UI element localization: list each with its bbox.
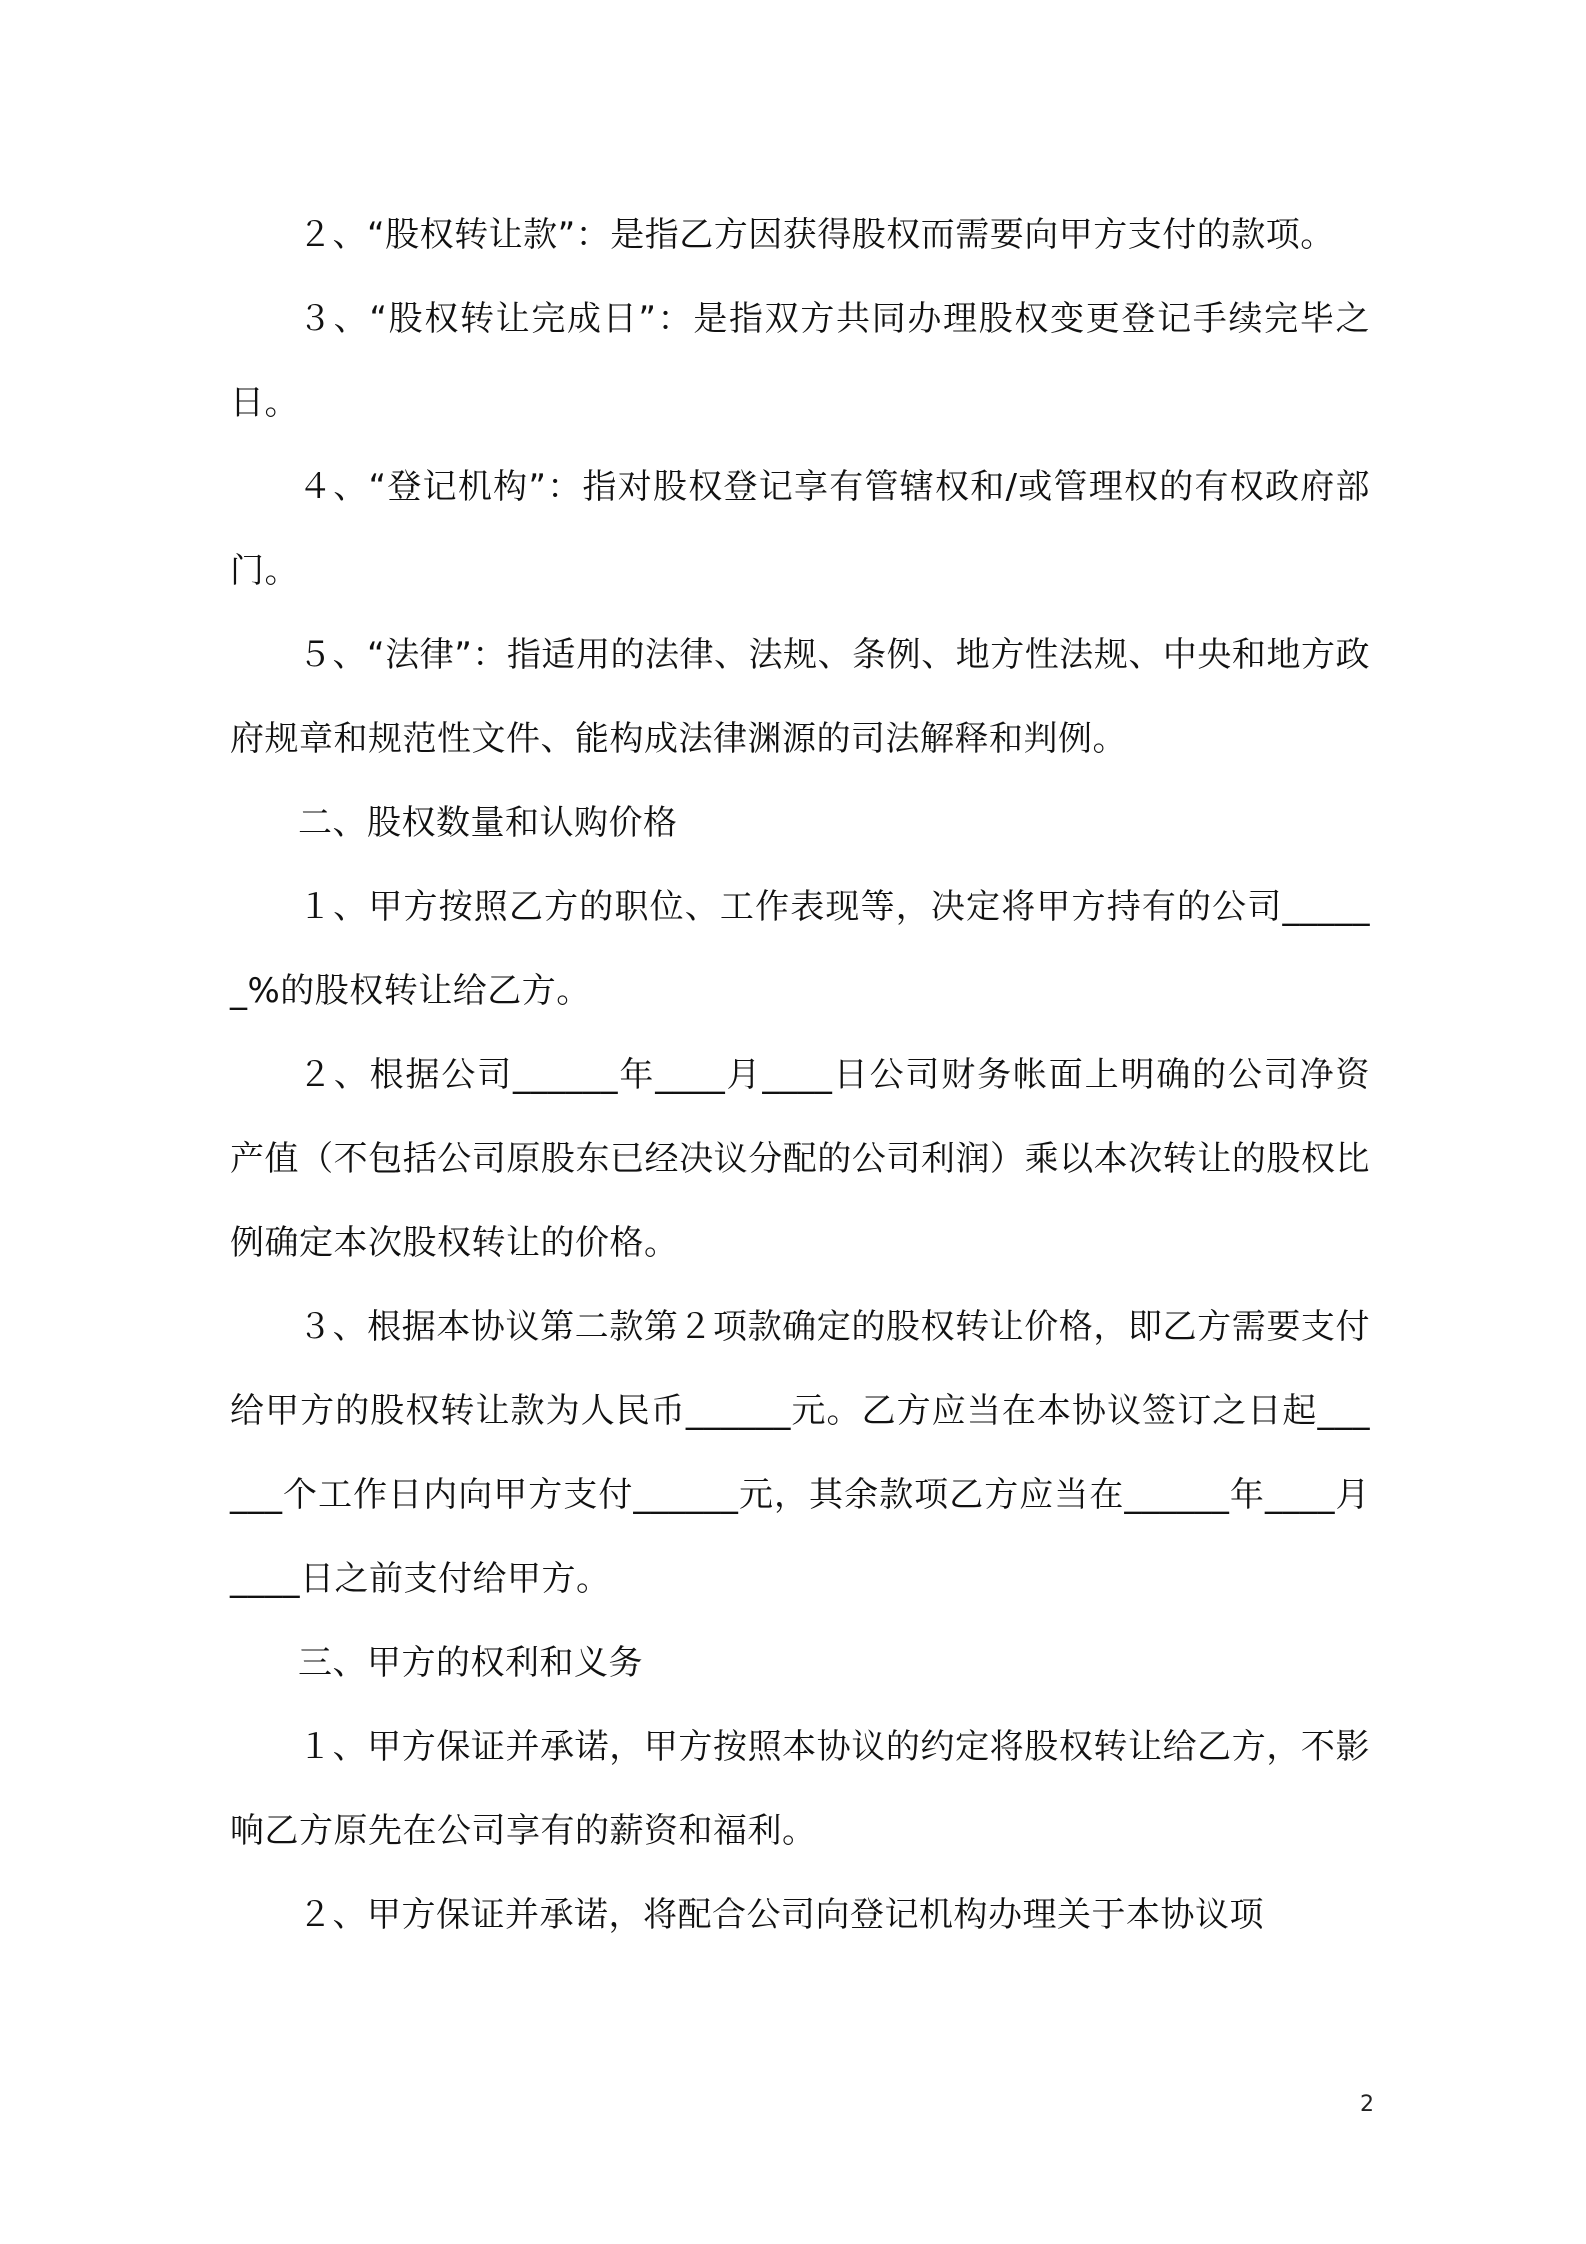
clause-3-transfer-completion-date: ３、“股权转让完成日”：是指双方共同办理股权变更登记手续完毕之日。 [230, 299, 1370, 423]
clause-party-a-guarantee-2: ２、甲方保证并承诺，将配合公司向登记机构办理关于本协议项 [298, 1895, 1264, 1935]
clause-payment-terms: ３、根据本协议第二款第２项款确定的股权转让价格，即乙方需要支付给甲方的股权转让款为人民币______元。乙方应当在本协议签订之日起______个工作日内向甲方支付______元，其余款项乙方应当在______年____月____日之前支付给甲方。 [230, 1307, 1370, 1599]
clause-2-transfer-payment: ２、“股权转让款”：是指乙方因获得股权而需要向甲方支付的款项。 [298, 215, 1335, 255]
clause-price-determination: ２、根据公司______年____月____日公司财务帐面上明确的公司净资产值（不包括公司原股东已经决议分配的公司利润）乘以本次转让的股权比例确定本次股权转让的价格。 [230, 1055, 1370, 1263]
clause-equity-percentage: １、甲方按照乙方的职位、工作表现等，决定将甲方持有的公司______%的股权转让给乙方。 [230, 887, 1370, 1011]
clause-5-law: ５、“法律”：指适用的法律、法规、条例、地方性法规、中央和地方政府规章和规范性文件、能构成法律渊源的司法解释和判例。 [230, 635, 1370, 759]
section-heading-party-a-rights: 三、甲方的权利和义务 [298, 1643, 643, 1683]
clause-party-a-guarantee-1: １、甲方保证并承诺，甲方按照本协议的约定将股权转让给乙方，不影响乙方原先在公司享有的薪资和福利。 [230, 1727, 1370, 1851]
clause-4-registration-authority: ４、“登记机构”：指对股权登记享有管辖权和/或管理权的有权政府部门。 [230, 467, 1370, 591]
section-heading-equity-quantity-price: 二、股权数量和认购价格 [298, 803, 678, 843]
page-number: 2 [1360, 2092, 1374, 2117]
document-body [230, 193, 1370, 1957]
